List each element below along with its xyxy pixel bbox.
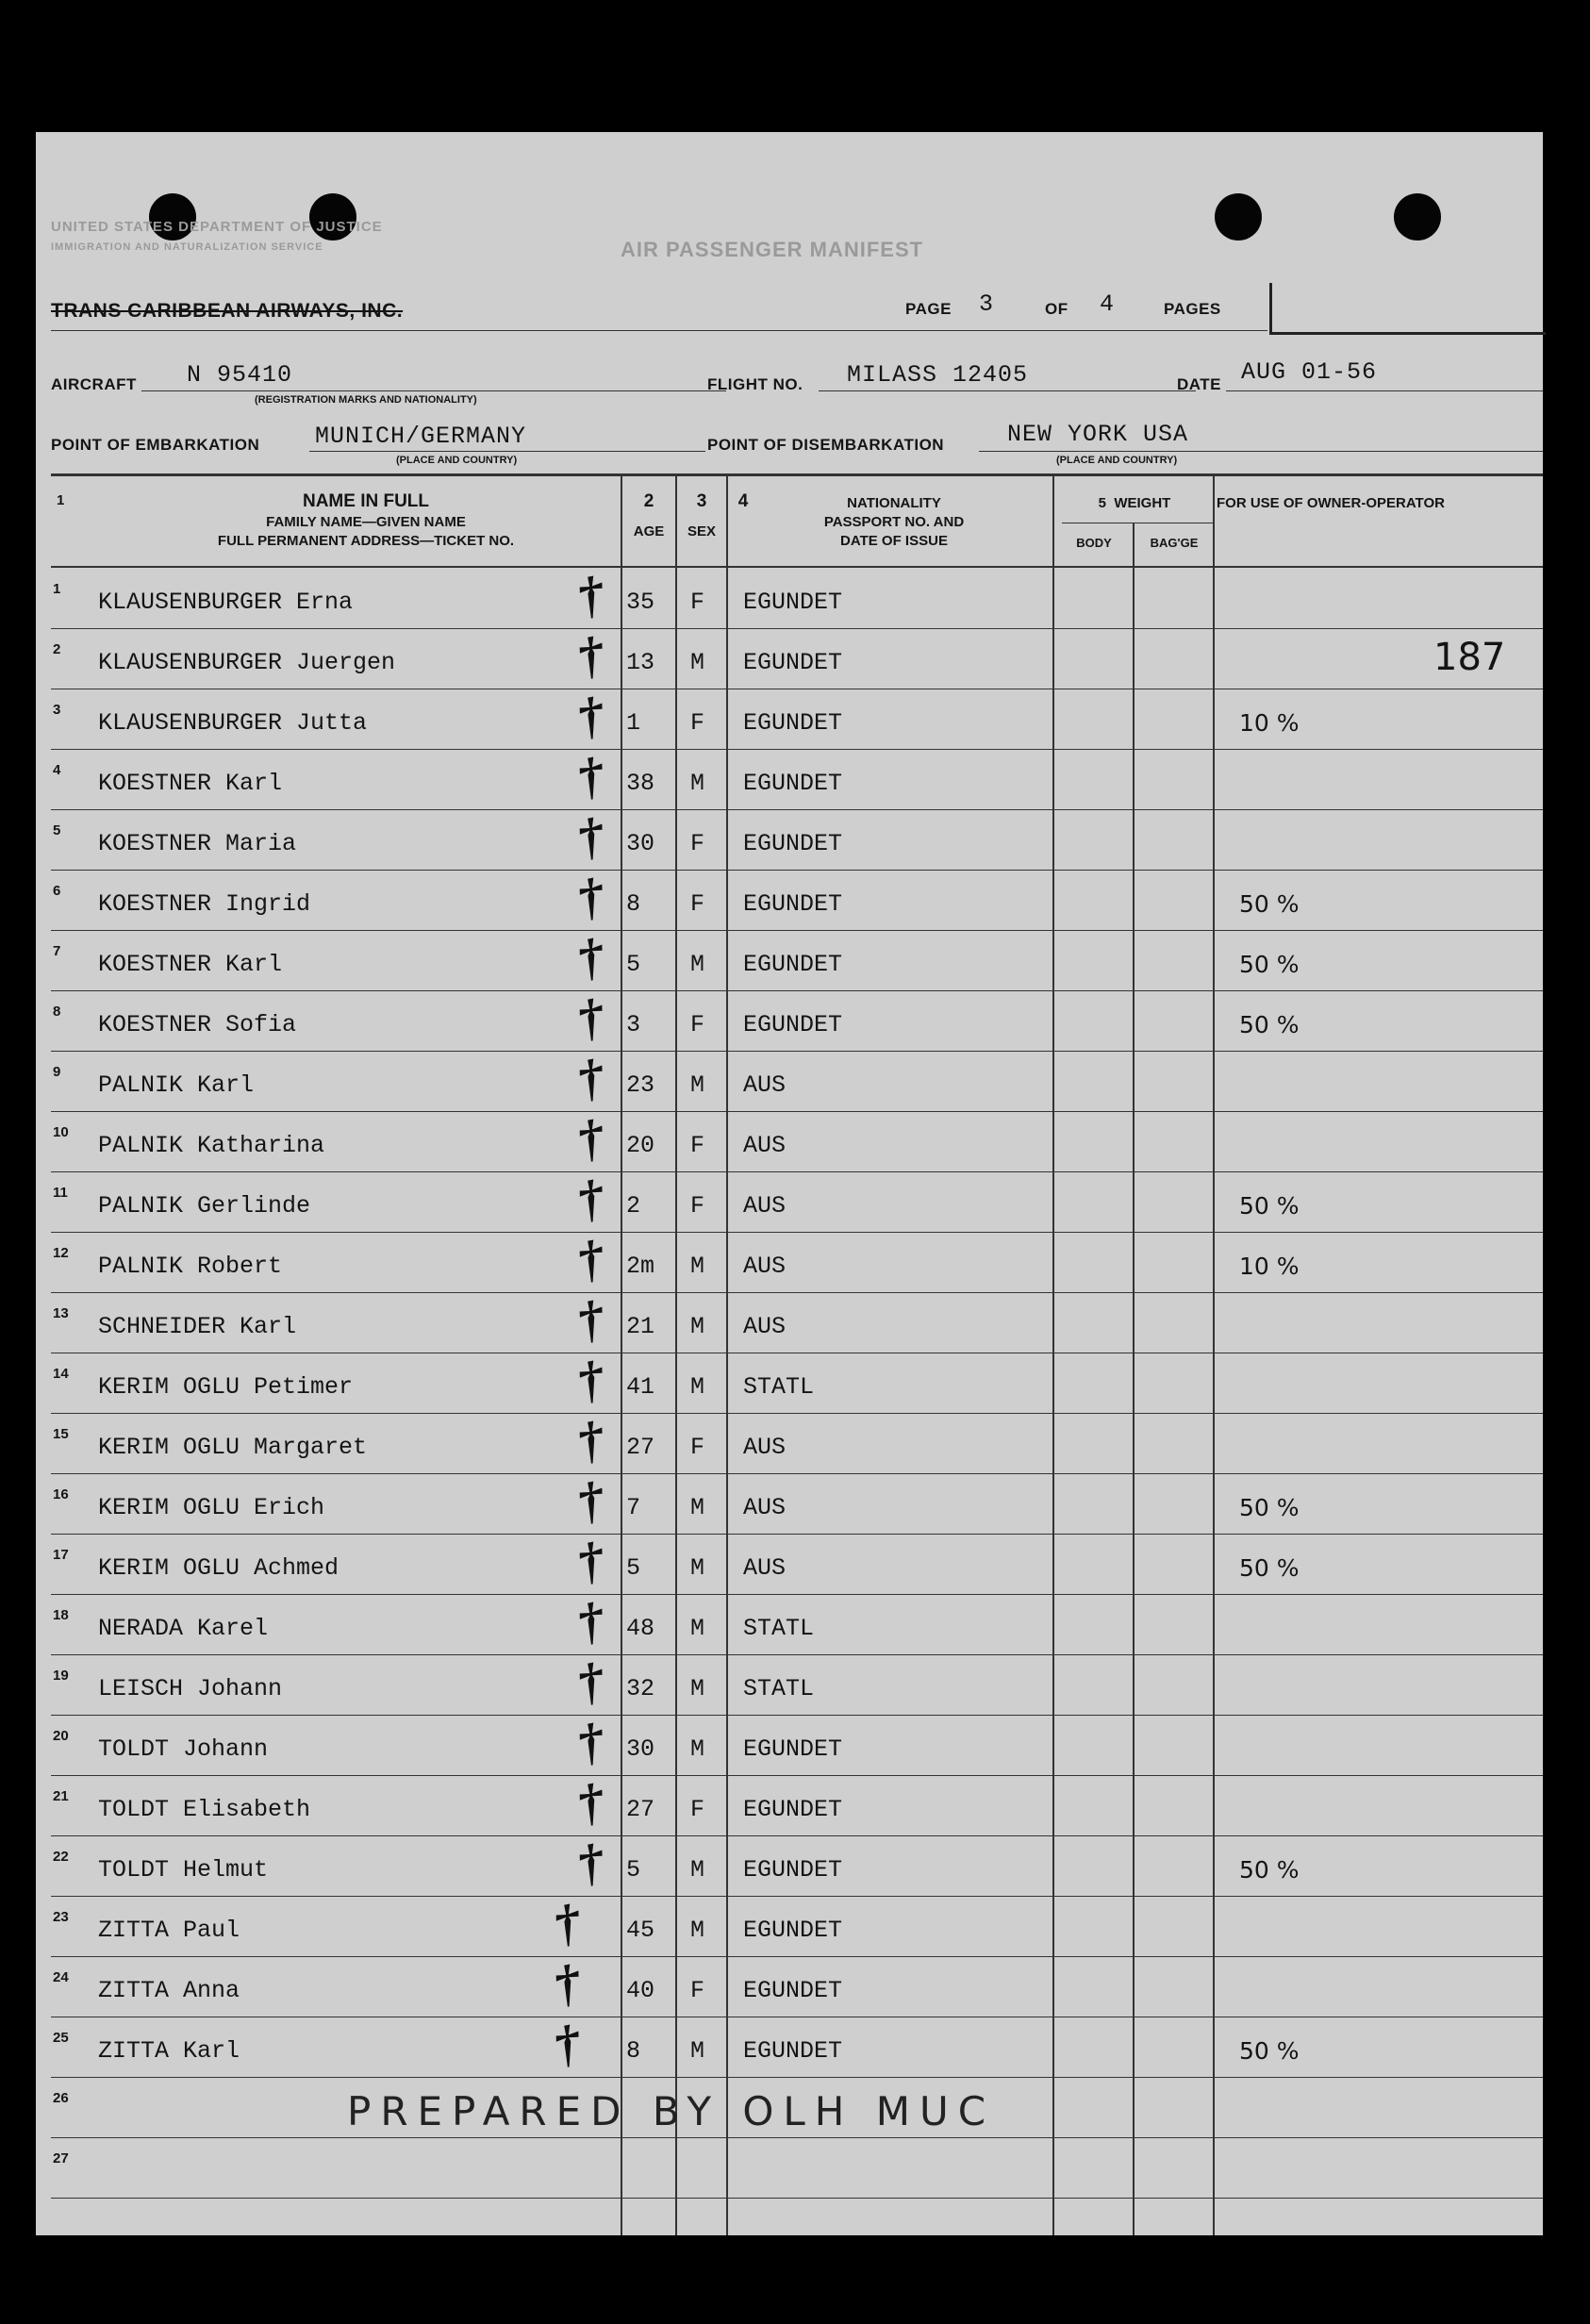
- checkmark-annotation: †: [572, 987, 609, 1049]
- passenger-name: KLAUSENBURGER Juergen: [98, 649, 396, 676]
- passenger-nationality: EGUNDET: [743, 709, 843, 737]
- passenger-name: TOLDT Helmut: [98, 1856, 269, 1884]
- owner-operator-note: 50 %: [1239, 1494, 1300, 1521]
- punch-hole: [1215, 193, 1262, 241]
- row-divider: [51, 2077, 1543, 2078]
- checkmark-annotation: †: [572, 1288, 609, 1351]
- passenger-sex: F: [690, 589, 705, 616]
- passenger-name: ZITTA Paul: [98, 1917, 240, 1944]
- row-number: 4: [53, 762, 61, 778]
- row-divider: [51, 1413, 1543, 1414]
- passenger-name: PALNIK Gerlinde: [98, 1192, 311, 1220]
- passenger-age: 45: [626, 1917, 655, 1944]
- passenger-nationality: AUS: [743, 1494, 787, 1521]
- checkmark-annotation: †: [572, 1228, 609, 1290]
- row-number: 27: [53, 2150, 69, 2166]
- passenger-sex: M: [690, 1735, 705, 1763]
- owner-operator-note: 50 %: [1239, 1011, 1300, 1038]
- row-number: 1: [53, 581, 61, 597]
- passenger-nationality: AUS: [743, 1554, 787, 1582]
- row-divider: [51, 749, 1543, 750]
- disembark-sub-label: (PLACE AND COUNTRY): [1056, 455, 1178, 466]
- passenger-age: 27: [626, 1434, 655, 1461]
- checkmark-annotation: †: [572, 1530, 609, 1592]
- owner-operator-note: 10 %: [1239, 709, 1300, 737]
- passenger-age: 5: [626, 1856, 641, 1884]
- owner-operator-note: 50 %: [1239, 2037, 1300, 2065]
- row-number: 8: [53, 1004, 61, 1020]
- passenger-sex: M: [690, 1494, 705, 1521]
- col-name-title: NAME IN FULL: [302, 491, 430, 511]
- row-number: 16: [53, 1486, 69, 1502]
- agency-line-2: IMMIGRATION AND NATURALIZATION SERVICE: [51, 241, 323, 253]
- passenger-sex: M: [690, 1675, 705, 1702]
- checkmark-annotation: †: [549, 1952, 586, 2015]
- row-divider: [51, 809, 1543, 810]
- passenger-name: PALNIK Karl: [98, 1071, 255, 1099]
- passenger-name: SCHNEIDER Karl: [98, 1313, 297, 1340]
- passenger-nationality: EGUNDET: [743, 770, 843, 797]
- passenger-age: 8: [626, 890, 641, 918]
- row-divider: [51, 1835, 1543, 1836]
- row-divider: [51, 2137, 1543, 2138]
- pages-label: PAGES: [1164, 300, 1221, 318]
- owner-operator-note: 10 %: [1239, 1253, 1300, 1280]
- passenger-nationality: AUS: [743, 1071, 787, 1099]
- row-divider: [51, 628, 1543, 629]
- checkmark-annotation: †: [572, 1590, 609, 1652]
- passenger-name: KERIM OGLU Petimer: [98, 1373, 354, 1401]
- checkmark-annotation: †: [572, 1469, 609, 1532]
- checkmark-annotation: †: [572, 1409, 609, 1471]
- passenger-age: 13: [626, 649, 655, 676]
- passenger-sex: F: [690, 1796, 705, 1823]
- passenger-age: 7: [626, 1494, 641, 1521]
- row-number: 19: [53, 1668, 69, 1684]
- row-number: 26: [53, 2090, 69, 2106]
- passenger-name: KLAUSENBURGER Erna: [98, 589, 354, 616]
- passenger-age: 38: [626, 770, 655, 797]
- passenger-sex: F: [690, 890, 705, 918]
- passenger-nationality: EGUNDET: [743, 1796, 843, 1823]
- flight-number: MILASS 12405: [847, 361, 1029, 389]
- passenger-name: PALNIK Robert: [98, 1253, 283, 1280]
- passenger-age: 1: [626, 709, 641, 737]
- checkmark-annotation: †: [572, 1771, 609, 1834]
- col-2-number: 2: [643, 491, 654, 511]
- passenger-age: 30: [626, 1735, 655, 1763]
- passenger-sex: M: [690, 649, 705, 676]
- row-number: 18: [53, 1607, 69, 1623]
- passenger-sex: M: [690, 1071, 705, 1099]
- passenger-name: KERIM OGLU Achmed: [98, 1554, 340, 1582]
- row-divider: [51, 1292, 1543, 1293]
- col-nationality-sub2: DATE OF ISSUE: [840, 533, 948, 549]
- passenger-sex: F: [690, 830, 705, 857]
- col-nationality-title: NATIONALITY: [847, 495, 941, 511]
- aircraft-label: AIRCRAFT: [51, 375, 137, 393]
- passenger-nationality: EGUNDET: [743, 890, 843, 918]
- checkmark-annotation: †: [572, 866, 609, 928]
- passenger-age: 5: [626, 1554, 641, 1582]
- airline-name: TRANS CARIBBEAN AIRWAYS, INC.: [51, 300, 404, 322]
- passenger-age: 2: [626, 1192, 641, 1220]
- passenger-nationality: EGUNDET: [743, 1977, 843, 2004]
- col-weight-label: WEIGHT: [1114, 495, 1171, 511]
- row-number: 13: [53, 1305, 69, 1321]
- row-divider: [51, 1654, 1543, 1655]
- passenger-name: KOESTNER Karl: [98, 951, 283, 978]
- passenger-age: 35: [626, 589, 655, 616]
- col-body-header: BODY: [1076, 536, 1112, 550]
- passenger-name: KLAUSENBURGER Jutta: [98, 709, 368, 737]
- row-divider: [51, 1473, 1543, 1474]
- row-number: 15: [53, 1426, 69, 1442]
- checkmark-annotation: †: [572, 1168, 609, 1230]
- passenger-nationality: STATL: [743, 1675, 815, 1702]
- passenger-age: 21: [626, 1313, 655, 1340]
- col-name-sub1: FAMILY NAME—GIVEN NAME: [266, 514, 466, 530]
- owner-operator-note: 50 %: [1239, 1192, 1300, 1220]
- embarkation-value: MUNICH/GERMANY: [315, 423, 527, 450]
- col-age-header: AGE: [633, 523, 665, 540]
- flight-label: FLIGHT NO.: [707, 375, 803, 393]
- row-divider: [51, 930, 1543, 931]
- owner-operator-note: 50 %: [1239, 951, 1300, 978]
- row-number: 22: [53, 1849, 69, 1865]
- passenger-age: 20: [626, 1132, 655, 1159]
- col-4-number: 4: [737, 491, 749, 511]
- row-number: 24: [53, 1969, 69, 1985]
- passenger-name: KOESTNER Maria: [98, 830, 297, 857]
- inspector-box: [1269, 283, 1546, 335]
- checkmark-annotation: †: [572, 1832, 609, 1894]
- prepared-by-note: PREPARED BY OLH MUC: [347, 2088, 996, 2134]
- passenger-sex: F: [690, 1434, 705, 1461]
- passenger-name: PALNIK Katharina: [98, 1132, 325, 1159]
- passenger-age: 8: [626, 2037, 641, 2065]
- passenger-sex: F: [690, 1132, 705, 1159]
- passenger-nationality: EGUNDET: [743, 1856, 843, 1884]
- checkmark-annotation: †: [549, 1892, 586, 1954]
- owner-operator-note: 50 %: [1239, 1856, 1300, 1884]
- passenger-name: ZITTA Karl: [98, 2037, 240, 2065]
- row-number: 9: [53, 1064, 61, 1080]
- owner-operator-note: 50 %: [1239, 1554, 1300, 1582]
- row-divider: [51, 990, 1543, 991]
- row-divider: [51, 1715, 1543, 1716]
- row-divider: [51, 1896, 1543, 1897]
- passenger-sex: M: [690, 1856, 705, 1884]
- passenger-age: 2m: [626, 1253, 655, 1280]
- embarkation-label: POINT OF EMBARKATION: [51, 436, 260, 454]
- row-divider: [51, 870, 1543, 871]
- passenger-name: TOLDT Elisabeth: [98, 1796, 311, 1823]
- total-pages: 4: [1100, 290, 1116, 318]
- handwritten-number: 187: [1433, 636, 1506, 679]
- of-label: OF: [1045, 300, 1068, 318]
- passenger-sex: F: [690, 1192, 705, 1220]
- embark-sub-label: (PLACE AND COUNTRY): [396, 455, 518, 466]
- passenger-sex: F: [690, 1011, 705, 1038]
- passenger-name: KERIM OGLU Erich: [98, 1494, 325, 1521]
- passenger-nationality: STATL: [743, 1615, 815, 1642]
- punch-hole: [1394, 193, 1441, 241]
- date-label: DATE: [1177, 375, 1222, 393]
- row-number: 6: [53, 883, 61, 899]
- page-label: PAGE: [905, 300, 952, 318]
- checkmark-annotation: †: [549, 2013, 586, 2075]
- col-5-number: 5: [1098, 495, 1106, 511]
- checkmark-annotation: †: [572, 624, 609, 687]
- col-name-sub2: FULL PERMANENT ADDRESS—TICKET NO.: [217, 533, 515, 549]
- passenger-sex: M: [690, 1253, 705, 1280]
- passenger-name: TOLDT Johann: [98, 1735, 269, 1763]
- passenger-nationality: EGUNDET: [743, 951, 843, 978]
- passenger-age: 3: [626, 1011, 641, 1038]
- passenger-name: KERIM OGLU Margaret: [98, 1434, 368, 1461]
- passenger-nationality: STATL: [743, 1373, 815, 1401]
- passenger-nationality: EGUNDET: [743, 1917, 843, 1944]
- passenger-age: 32: [626, 1675, 655, 1702]
- row-number: 20: [53, 1728, 69, 1744]
- checkmark-annotation: †: [572, 564, 609, 626]
- checkmark-annotation: †: [572, 1651, 609, 1713]
- col-nationality-sub1: PASSPORT NO. AND: [823, 514, 965, 530]
- passenger-name: KOESTNER Sofia: [98, 1011, 297, 1038]
- passenger-nationality: EGUNDET: [743, 1011, 843, 1038]
- passenger-age: 48: [626, 1615, 655, 1642]
- owner-operator-note: 50 %: [1239, 890, 1300, 918]
- passenger-nationality: EGUNDET: [743, 649, 843, 676]
- row-number: 10: [53, 1124, 69, 1140]
- passenger-nationality: EGUNDET: [743, 589, 843, 616]
- passenger-sex: M: [690, 1554, 705, 1582]
- passenger-sex: M: [690, 2037, 705, 2065]
- row-number: 3: [53, 702, 61, 718]
- col-baggage-header: BAG'GE: [1150, 536, 1199, 550]
- passenger-age: 27: [626, 1796, 655, 1823]
- passenger-nationality: AUS: [743, 1253, 787, 1280]
- row-divider: [51, 1775, 1543, 1776]
- row-divider: [51, 1534, 1543, 1535]
- row-number: 5: [53, 822, 61, 838]
- row-number: 21: [53, 1788, 69, 1804]
- aircraft-sub-label: (REGISTRATION MARKS AND NATIONALITY): [255, 394, 477, 406]
- checkmark-annotation: †: [572, 745, 609, 807]
- row-number: 7: [53, 943, 61, 959]
- passenger-sex: F: [690, 709, 705, 737]
- row-divider: [51, 1594, 1543, 1595]
- row-number: 2: [53, 641, 61, 657]
- row-number: 25: [53, 2030, 69, 2046]
- passenger-nationality: EGUNDET: [743, 830, 843, 857]
- col-weight-title: [1058, 494, 1211, 513]
- agency-line-1: UNITED STATES DEPARTMENT OF JUSTICE: [51, 219, 383, 235]
- col-3-number: 3: [696, 491, 707, 511]
- passenger-nationality: AUS: [743, 1192, 787, 1220]
- checkmark-annotation: †: [572, 1107, 609, 1170]
- passenger-nationality: AUS: [743, 1313, 787, 1340]
- passenger-age: 41: [626, 1373, 655, 1401]
- passenger-nationality: AUS: [743, 1132, 787, 1159]
- page-number: 3: [979, 290, 995, 318]
- checkmark-annotation: †: [572, 926, 609, 988]
- passenger-name: KOESTNER Karl: [98, 770, 283, 797]
- checkmark-annotation: †: [572, 685, 609, 747]
- col-1-number: 1: [57, 492, 65, 508]
- checkmark-annotation: †: [572, 805, 609, 868]
- passenger-sex: M: [690, 951, 705, 978]
- passenger-age: 30: [626, 830, 655, 857]
- row-divider: [51, 1171, 1543, 1172]
- row-number: 17: [53, 1547, 69, 1563]
- passenger-sex: M: [690, 1313, 705, 1340]
- col-sex-header: SEX: [687, 523, 716, 540]
- passenger-age: 5: [626, 951, 641, 978]
- row-divider: [51, 1232, 1543, 1233]
- manifest-sheet: [36, 132, 1543, 2235]
- passenger-sex: M: [690, 770, 705, 797]
- passenger-age: 23: [626, 1071, 655, 1099]
- col-owner-operator-header: FOR USE OF OWNER-OPERATOR: [1217, 495, 1445, 511]
- row-number: 12: [53, 1245, 69, 1261]
- passenger-name: NERADA Karel: [98, 1615, 269, 1642]
- row-number: 11: [53, 1185, 68, 1201]
- aircraft-value: N 95410: [187, 361, 293, 389]
- checkmark-annotation: †: [572, 1711, 609, 1773]
- row-number: 14: [53, 1366, 69, 1382]
- date-value: AUG 01-56: [1241, 358, 1378, 386]
- row-divider: [51, 1111, 1543, 1112]
- passenger-sex: F: [690, 1977, 705, 2004]
- form-title: AIR PASSENGER MANIFEST: [621, 238, 924, 261]
- row-divider: [51, 1956, 1543, 1957]
- passenger-sex: M: [690, 1917, 705, 1944]
- passenger-age: 40: [626, 1977, 655, 2004]
- disembarkation-value: NEW YORK USA: [1007, 421, 1189, 448]
- row-divider: [51, 1051, 1543, 1052]
- checkmark-annotation: †: [572, 1349, 609, 1411]
- passenger-nationality: EGUNDET: [743, 2037, 843, 2065]
- row-number: 23: [53, 1909, 69, 1925]
- passenger-name: LEISCH Johann: [98, 1675, 283, 1702]
- passenger-sex: M: [690, 1373, 705, 1401]
- checkmark-annotation: †: [572, 1047, 609, 1109]
- disembarkation-label: POINT OF DISEMBARKATION: [707, 436, 945, 454]
- passenger-sex: M: [690, 1615, 705, 1642]
- passenger-nationality: EGUNDET: [743, 1735, 843, 1763]
- passenger-name: ZITTA Anna: [98, 1977, 240, 2004]
- passenger-name: KOESTNER Ingrid: [98, 890, 311, 918]
- row-divider: [51, 2198, 1543, 2199]
- passenger-nationality: AUS: [743, 1434, 787, 1461]
